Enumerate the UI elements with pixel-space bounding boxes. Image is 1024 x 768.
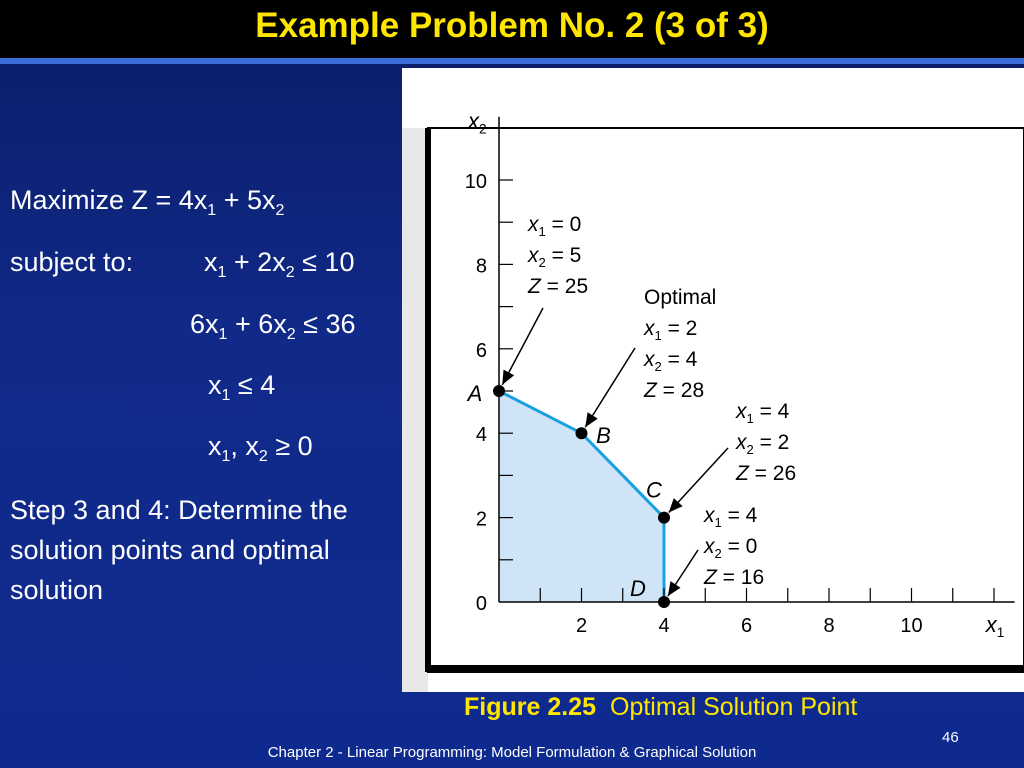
c4-text-c: ≥ 0 [267, 431, 313, 461]
c1-sub-2: 2 [285, 264, 295, 281]
figure-caption [464, 693, 857, 722]
solution-point-label: C [646, 477, 662, 503]
y-axis-label: $x_2$ [468, 108, 487, 137]
constraint-3 [208, 370, 275, 405]
point-note-line: Z = 16 [704, 566, 765, 589]
figure-number: Figure 2.25 [464, 693, 596, 721]
slide-title: Example Problem No. 2 (3 of 3) [255, 6, 769, 45]
x-tick-label: 2 [575, 615, 588, 637]
c2-text-b: + 6x [227, 309, 287, 339]
x-tick-label: 10 [900, 615, 923, 637]
y-tick-label: 6 [475, 339, 487, 362]
x-axis-label: $x_1$ [985, 612, 1005, 640]
c2-text-a: 6x [190, 309, 219, 339]
objective-function [10, 185, 284, 220]
objective-sub-1: 1 [207, 202, 217, 219]
point-note-line: Optimal [644, 286, 717, 309]
y-tick-label: 0 [475, 593, 487, 615]
c3-sub-1: 1 [221, 387, 231, 404]
point-note-line: $x_2 = 0$ [704, 535, 758, 561]
c2-sub-1: 1 [218, 326, 228, 343]
y-tick-label: 4 [475, 424, 487, 447]
figure-background [402, 68, 1024, 692]
title-rule [0, 58, 1024, 64]
c1-text-c: ≤ 10 [294, 247, 355, 277]
point-note-line: $x_1 = 0$ [528, 213, 582, 239]
solution-graph [402, 68, 1024, 692]
c3-text-a: x [208, 370, 222, 400]
subject-to-label: subject to: [10, 247, 134, 277]
c1-text-b: + 2x [226, 247, 286, 277]
slide-footer: Chapter 2 - Linear Programming: Model Formulation & Graphical Solution [267, 744, 757, 761]
point-note-line: Z = 25 [528, 275, 589, 298]
y-tick-label: 2 [475, 508, 487, 531]
solution-point-label: B [596, 423, 611, 449]
x-tick-label: 4 [658, 615, 670, 637]
c4-sub-1: 1 [221, 448, 231, 465]
c4-text-b: , x [230, 431, 259, 461]
x-tick-label: 6 [740, 615, 753, 637]
constraint-4 [208, 431, 313, 466]
point-note-line: $x_2 = 2$ [736, 431, 790, 457]
c4-sub-2: 2 [258, 448, 268, 465]
c1-sub-1: 1 [217, 264, 227, 281]
solution-point-label: A [467, 381, 483, 406]
step-description: Step 3 and 4: Determine the solution points and optimal solution [10, 495, 348, 605]
c3-text-b: ≤ 4 [230, 370, 276, 400]
c1-text-a: x [204, 247, 218, 277]
y-tick-label: 10 [464, 171, 487, 193]
point-note-line: Z = 28 [644, 379, 705, 402]
solution-point-label: D [630, 576, 646, 601]
page-number: 46 [942, 729, 959, 746]
solution-point-marker [658, 512, 670, 524]
figure-title: Optimal Solution Point [610, 693, 858, 721]
solution-point-marker [493, 385, 505, 397]
point-note-line: $x_1 = 4$ [736, 400, 790, 426]
objective-text-2: + 5x [216, 185, 276, 215]
point-note-line: Z = 26 [736, 462, 797, 485]
y-tick-label: 8 [475, 255, 487, 278]
point-note-line: $x_2 = 5$ [528, 244, 582, 270]
c2-sub-2: 2 [286, 326, 296, 343]
constraint-1 [204, 247, 354, 282]
point-note-line: $x_1 = 4$ [704, 504, 758, 530]
figure-panel [402, 68, 1024, 692]
solution-point-marker [658, 596, 670, 608]
solution-point-marker [576, 427, 588, 439]
c4-text-a: x [208, 431, 222, 461]
figure-left-margin [402, 128, 428, 692]
objective-text-1: Maximize Z = 4x [10, 185, 208, 215]
point-note-line: $x_2 = 4$ [644, 348, 698, 374]
constraint-2 [190, 309, 356, 344]
c2-text-c: ≤ 36 [295, 309, 356, 339]
point-note-line: $x_1 = 2$ [644, 317, 698, 343]
objective-sub-2: 2 [275, 202, 285, 219]
x-tick-label: 8 [823, 615, 835, 637]
